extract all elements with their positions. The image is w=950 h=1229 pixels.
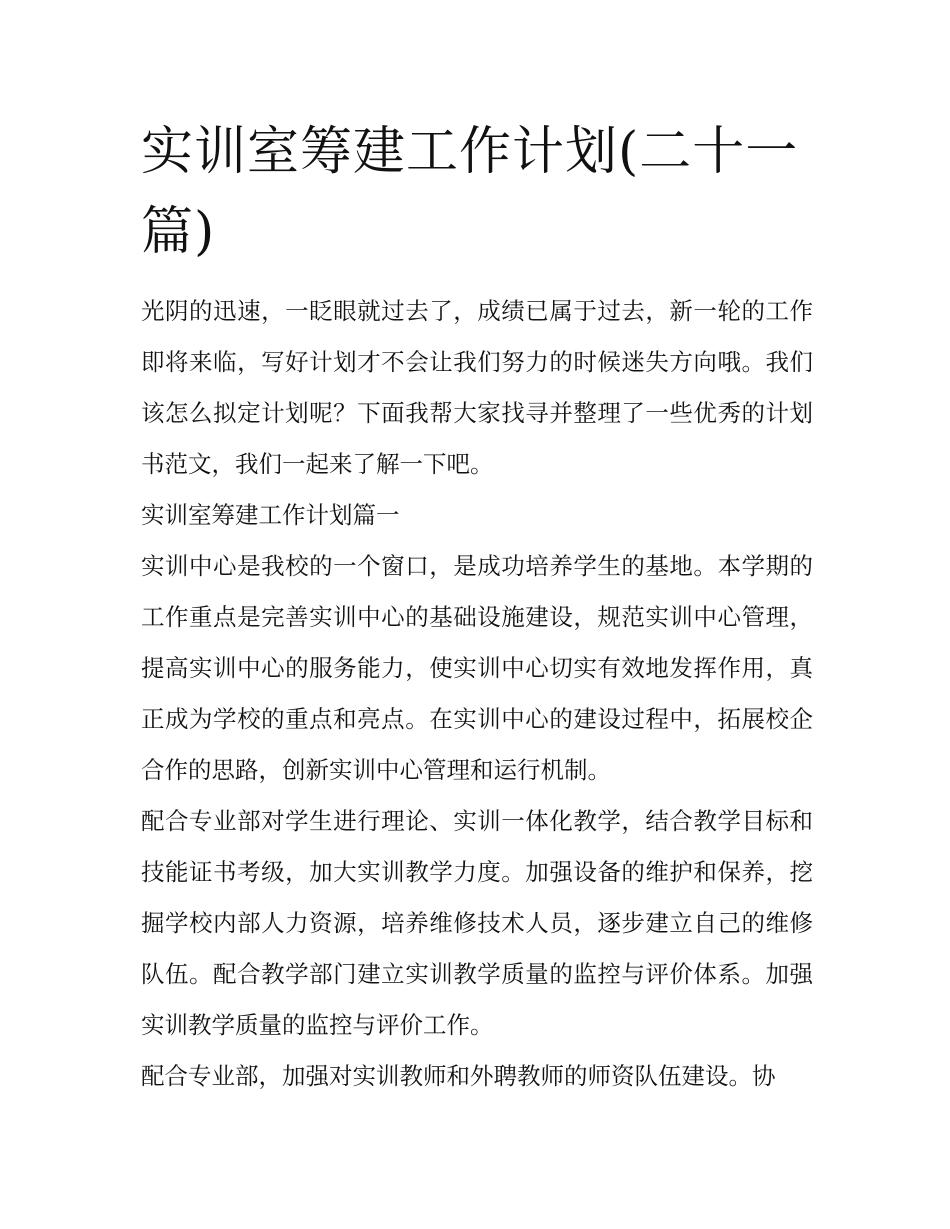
- body-paragraph-3: 配合专业部，加强对实训教师和外聘教师的师资队伍建设。协: [141, 1062, 776, 1090]
- document-body: [141, 112, 813, 1102]
- body-paragraph-1: 实训中心是我校的一个窗口，是成功培养学生的基地。本学期的工作重点是完善实训中心的基础设施建设，规范实训中心管理，提高实训中心的服务能力，使实训中心切实有效地发挥作用，真正成为学校的重点和亮点。在实训中心的建设过程中，拓展校企合作的思路，创新实训中心管理和运行机制。: [141, 552, 813, 784]
- body-paragraph-2: 配合专业部对学生进行理论、实训一体化教学，结合教学目标和技能证书考级，加大实训教学力度。加强设备的维护和保养，挖掘学校内部人力资源，培养维修技术人员，逐步建立自己的维修队伍。配合教学部门建立实训教学质量的监控与评价体系。加强实训教学质量的监控与评价工作。: [141, 807, 813, 1039]
- section-heading: 实训室筹建工作计划篇一: [141, 501, 400, 529]
- document-title: 实训室筹建工作计划(二十一篇): [141, 122, 799, 262]
- intro-paragraph: 光阴的迅速，一眨眼就过去了，成绩已属于过去，新一轮的工作即将来临，写好计划才不会让我们努力的时候迷失方向哦。我们该怎么拟定计划呢？下面我帮大家找寻并整理了一些优秀的计划书范文，我们一起来了解一下吧。: [141, 297, 813, 478]
